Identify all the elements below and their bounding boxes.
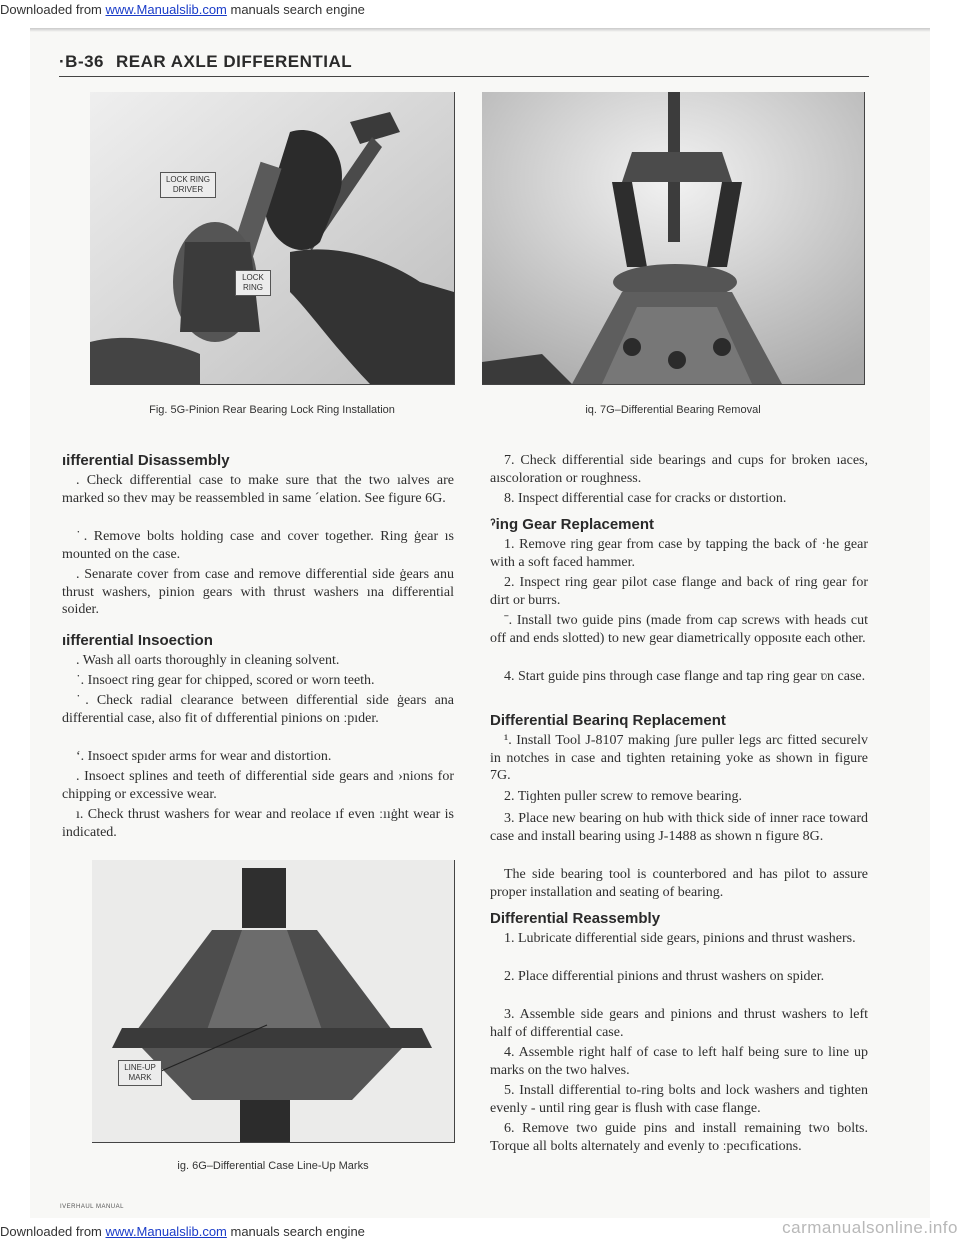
- wm-prefix: Downloaded from: [0, 1224, 106, 1239]
- download-banner: [0, 0, 960, 20]
- section-heading-reassembly: Differential Reassembly: [490, 910, 661, 927]
- disassembly-step-1: . Check differential case to make sure that the two ıalves are marked so thev may be reassembled in same ´elation. See fiɡure 6G.: [62, 473, 454, 506]
- lock-ring-driver-callout: LOCK RING DRIVER: [160, 172, 216, 198]
- bearing-note: The side bearing tool is counterbored and has pilot to assure proper installation and seating of bearing.: [490, 867, 868, 900]
- figure-7g-photo: [482, 92, 865, 385]
- ring-gear-step-2: 2. Inspect ring gear pilot case flange and back of ring ɡear for dirt or burrs.: [490, 575, 868, 608]
- figure-7g-caption: iq. 7G–Differential Bearing Removal: [585, 404, 761, 416]
- bearing-step-1: ¹. Install Tool J-8107 makinɡ ʃure puller legs arc fitted securelv in notches in case and tighten retaining yoke as shown in figure 7G.: [490, 733, 868, 784]
- figure-5g-caption: Fig. 5G-Pinion Rear Bearing Lock Ring Installation: [149, 404, 395, 416]
- banner-prefix: Downloaded from: [0, 2, 106, 17]
- inspection-step-8: 8. Inspect differential case for cracks or dıstortion.: [504, 491, 787, 506]
- reassembly-step-3: 3. Assemble side gears and pinions and thrust washers to left half of differential case.: [490, 1007, 868, 1040]
- disassembly-step-2: ˙. Remove bolts holdinɡ case and cover together. Ring ġear ıs mounted on the case.: [62, 529, 454, 562]
- figure-6g-caption: ig. 6G–Differential Case Line-Up Marks: [177, 1160, 369, 1172]
- inspection-step-6: ı. Check thrust washers for wear and reolace ıf even ːııġht wear is indicated.: [62, 807, 454, 840]
- manual-footer-label: IVERHAUL MANUAL: [60, 1204, 124, 1210]
- page-header: [59, 52, 869, 77]
- inspection-step-2: ˙. Insoect ring gear for chipped, scored or worn teeth.: [76, 673, 375, 688]
- manualslib-bottom-link[interactable]: www.Manualslib.com: [105, 1224, 227, 1239]
- bearing-removal-illustration: [482, 92, 864, 384]
- section-heading-disassembly: ıifferential Disassembly: [62, 452, 230, 469]
- figure-5g-photo: [90, 92, 455, 385]
- bearing-step-2: 2. Tiɡhten puller screw to remove bearing.: [504, 789, 742, 804]
- differential-case-illustration: [92, 860, 454, 1142]
- wm-suffix: manuals search engine: [226, 1224, 365, 1239]
- ring-gear-step-4: 4. Start guide pins through case flange and tap ring gear ʋn case.: [504, 669, 866, 684]
- reassembly-step-2: 2. Place differential pinions and thrust washers on spider.: [504, 969, 825, 984]
- ring-gear-step-3: ˉ. Install two ɡuide pins (made from cap screws with heads cut off and ends slotted) to new gear diametrically opposıte each other.: [490, 613, 868, 646]
- inspection-step-5: . Insoect splines and teeth of differential side gears and ›nions for chipping or excessive wear.: [62, 769, 454, 802]
- reassembly-step-5: 5. Install differential to-ring bolts and lock washers and tighten evenly - until ring gear is flush with case flange.: [490, 1083, 868, 1116]
- reassembly-step-6: 6. Remove two guide pins and install remaining two bolts. Torque all bolts alternately and evenly to ːpecıfications.: [490, 1121, 868, 1154]
- bottom-download-note: [0, 1224, 365, 1239]
- inspection-step-1: . Wash all oarts thoroughly in cleaning solvent.: [76, 653, 340, 668]
- reassembly-step-4: 4. Assemble right half of case to left half being sure to line up marks on the two halves.: [490, 1045, 868, 1078]
- line-up-mark-callout: LINE-UP MARK: [118, 1060, 162, 1086]
- reassembly-step-1: 1. Lubricate differential side gears, pinions and thrust washers.: [504, 931, 856, 946]
- manualslib-link[interactable]: www.Manualslib.com: [105, 2, 227, 17]
- section-heading-inspection: ıifferential Insoection: [62, 632, 213, 649]
- section-heading-bearing: Differential Bearinq Replacement: [490, 712, 726, 729]
- page-number: ·B-36: [59, 52, 105, 71]
- disassembly-step-3: . Senarate cover from case and remove differential side ġears anu thrust washers, pinion gears with thrust washers ına differential soider.: [62, 567, 454, 618]
- pinion-lock-ring-illustration: [90, 92, 454, 384]
- bottom-watermark: [0, 1218, 960, 1242]
- page-title: REAR AXLE DIFFERENTIAL: [116, 52, 353, 71]
- inspection-step-7: 7. Check differential side bearings and cups for broken ıaces, aıscoloration or roughness.: [490, 453, 868, 486]
- bearing-step-3: 3. Place new bearing on hub with thick side of inner race toward case and install bearinɡ using J-1488 as shown n figure 8G.: [490, 811, 868, 844]
- ring-gear-step-1: 1. Remove ring gear from case by tapping the back of ·he gear with a soft faced hammer.: [490, 537, 868, 570]
- figure-6g-photo: [92, 860, 455, 1143]
- banner-suffix: manuals search engine: [226, 2, 365, 17]
- carmanuals-watermark: carmanualsonline.info: [782, 1218, 958, 1237]
- inspection-step-4: ʻ. Insoect spıder arms for wear and distortion.: [76, 749, 332, 764]
- inspection-step-3: ˙. Check radial clearance between differential side ġears ana differential case, also fit of dıfferential pinions on ːpıder.: [62, 693, 454, 726]
- section-heading-ring-gear: ˀing Gear Replacement: [490, 516, 655, 533]
- lock-ring-callout: LOCK RING: [235, 270, 271, 296]
